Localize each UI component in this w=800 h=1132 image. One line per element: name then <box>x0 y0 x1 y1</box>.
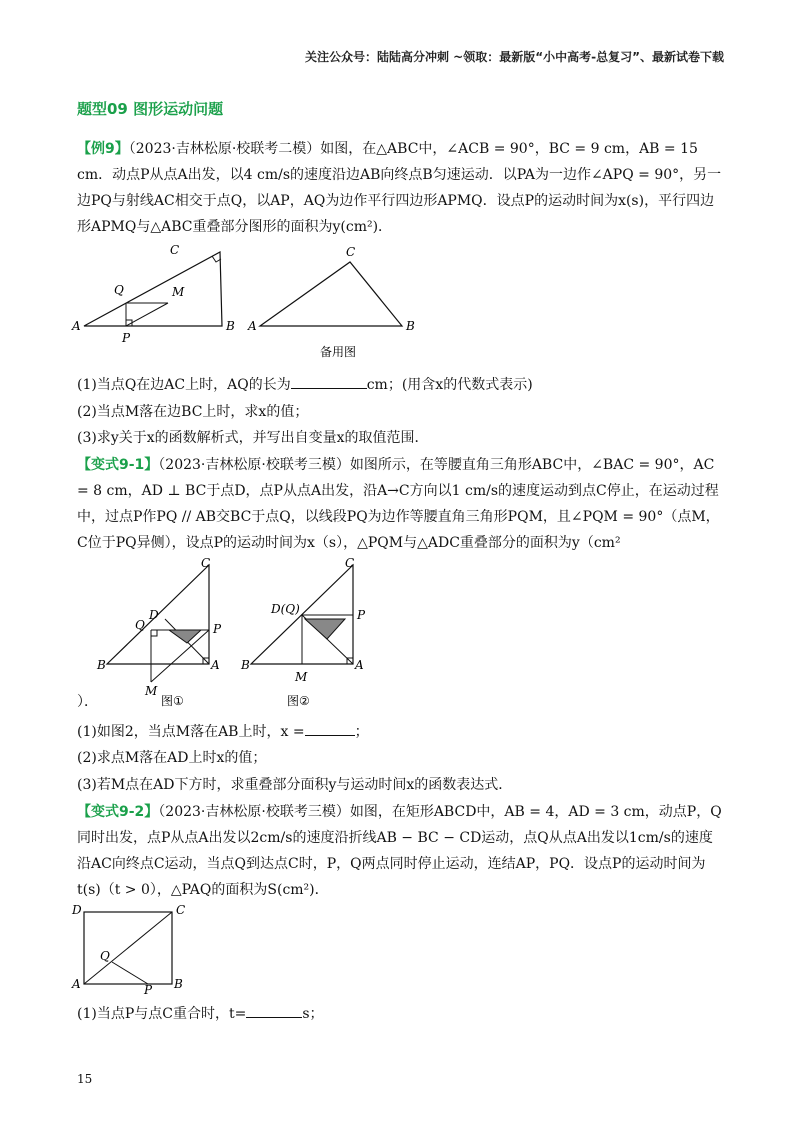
example-9-q1 <box>77 374 727 395</box>
label-b-3: B <box>97 658 106 672</box>
label-p-1: P <box>122 331 131 345</box>
example-9-body: （2023·吉林松原·校联考二模）如图，在△ABC中，∠ACB = 90°，BC = 9 cm，AB = 15 cm．动点P从点A出发，以4 cm/s的速度沿边AB向终点B匀速运动．以PA为一边作∠APQ = 90°，另一边PQ与射线AC相交于点Q，以AP，AQ为边作平行四边形APMQ．设点P的运动时间为x(s)，平行四边形APMQ与△ABC重叠部分图形的面积为y(cm²)． <box>77 141 722 235</box>
label-p-4: P <box>357 608 366 622</box>
figure-1-caption: 图① <box>161 694 184 708</box>
variation-9-1-q3: (3)若M点在AD下方时，求重叠部分面积y与运动时间x的函数表达式． <box>77 777 513 793</box>
label-dq-4: D(Q) <box>271 602 300 616</box>
label-c-1: C <box>170 244 180 257</box>
variation-9-2-q1-unit: s； <box>302 1006 324 1022</box>
label-p-3: P <box>213 622 222 636</box>
label-c-3: C <box>201 557 211 570</box>
variation-9-2-text <box>77 799 725 903</box>
variation-9-1-close: ）． <box>77 694 98 710</box>
label-q-1: Q <box>114 283 124 297</box>
variation-9-2-figure <box>62 900 202 996</box>
example-9-tag: 【例9】 <box>77 141 129 157</box>
label-d-3: D <box>149 608 159 622</box>
variation-9-1-body: （2023·吉林松原·校联考三模）如图所示，在等腰直角三角形ABC中，∠BAC = 90°，AC = 8 cm，AD ⊥ BC于点D，点P从点A出发，沿A→C方向以1 cm/s的速度运动到点C停止，在运动过程中，过点P作PQ // AB交BC于点Q，以线段PQ为边作等腰直角三角形PQM，且∠PQM = 90°（点M，C位于PQ异侧），设点P的运动时间为x（s），△PQM与△ADC重叠部分的面积为y（cm² <box>77 457 720 551</box>
backup-figure-caption: 备用图 <box>320 345 357 359</box>
label-m-3: M <box>145 684 158 698</box>
label-b-4: B <box>241 658 250 672</box>
overlap-region-fig2 <box>305 619 345 639</box>
variation-9-1-q2: (2)求点M落在AD上时x的值； <box>77 750 267 766</box>
label-a-4: A <box>355 658 364 672</box>
variation-9-1-q1 <box>77 721 727 742</box>
label-b-5: B <box>174 977 183 991</box>
label-a-5: A <box>72 977 81 991</box>
label-a-2: A <box>248 319 257 333</box>
label-c-4: C <box>345 557 355 570</box>
variation-9-1-tag: 【变式9-1】 <box>77 457 159 473</box>
figure-2-caption: 图② <box>287 694 310 708</box>
label-a-1: A <box>72 319 81 333</box>
variation-9-2-tag: 【变式9-2】 <box>77 804 159 820</box>
example-9-q1-text: (1)当点Q在边AC上时，AQ的长为 <box>77 377 291 393</box>
answer-blank[interactable] <box>291 374 367 389</box>
label-c-2: C <box>346 245 356 259</box>
example-9-q3: (3)求y关于x的函数解析式，并写出自变量x的取值范围． <box>77 430 429 446</box>
variation-9-2-q1-text: (1)当点P与点C重合时，t= <box>77 1006 247 1022</box>
page-header: 关注公众号：陆陆高分冲刺 ~领取：最新版“小中高考-总复习”、最新试卷下载 <box>305 50 724 64</box>
example-9-q1-unit: cm；(用含x的代数式表示) <box>366 377 533 393</box>
label-q-3: Q <box>135 618 145 632</box>
label-a-3: A <box>211 658 220 672</box>
label-b-1: B <box>226 319 235 333</box>
example-9-q2: (2)当点M落在边BC上时，求x的值； <box>77 404 309 420</box>
page-number: 15 <box>77 1072 93 1086</box>
variation-9-2-q1 <box>77 1003 727 1024</box>
variation-9-1-q1-text: (1)如图2，当点M落在AB上时，x = <box>77 724 305 740</box>
label-p-5: P <box>144 983 153 996</box>
label-d-5: D <box>72 903 82 917</box>
answer-blank[interactable] <box>305 721 355 736</box>
label-q-5: Q <box>100 949 110 963</box>
variation-9-2-body: （2023·吉林松原·校联考三模）如图，在矩形ABCD中，AB = 4，AD = 3 cm，动点P，Q同时出发，点P从点A出发以2cm/s的速度沿折线AB − BC − CD运动，点Q从点A出发以1cm/s的速度沿AC向终点C运动，当点Q到达点C时，P，Q两点同时停止运动，连结AP，PQ．设点P的运动时间为t(s)（t > 0），△PAQ的面积为S(cm²)． <box>77 804 722 898</box>
section-title: 题型09 图形运动问题 <box>77 100 224 118</box>
variation-9-1-text <box>77 452 725 556</box>
triangle-abc-main <box>84 252 222 326</box>
label-m-1: M <box>172 285 185 299</box>
example-9-text <box>77 136 725 240</box>
variation-9-1-figures <box>95 557 395 709</box>
answer-blank[interactable] <box>246 1003 302 1018</box>
label-c-5: C <box>176 903 186 917</box>
label-b-2: B <box>406 319 415 333</box>
variation-9-1-q1-end: ； <box>354 724 369 740</box>
label-m-4: M <box>295 670 308 684</box>
triangle-abc-backup <box>260 262 402 326</box>
example-9-figures <box>60 244 440 364</box>
